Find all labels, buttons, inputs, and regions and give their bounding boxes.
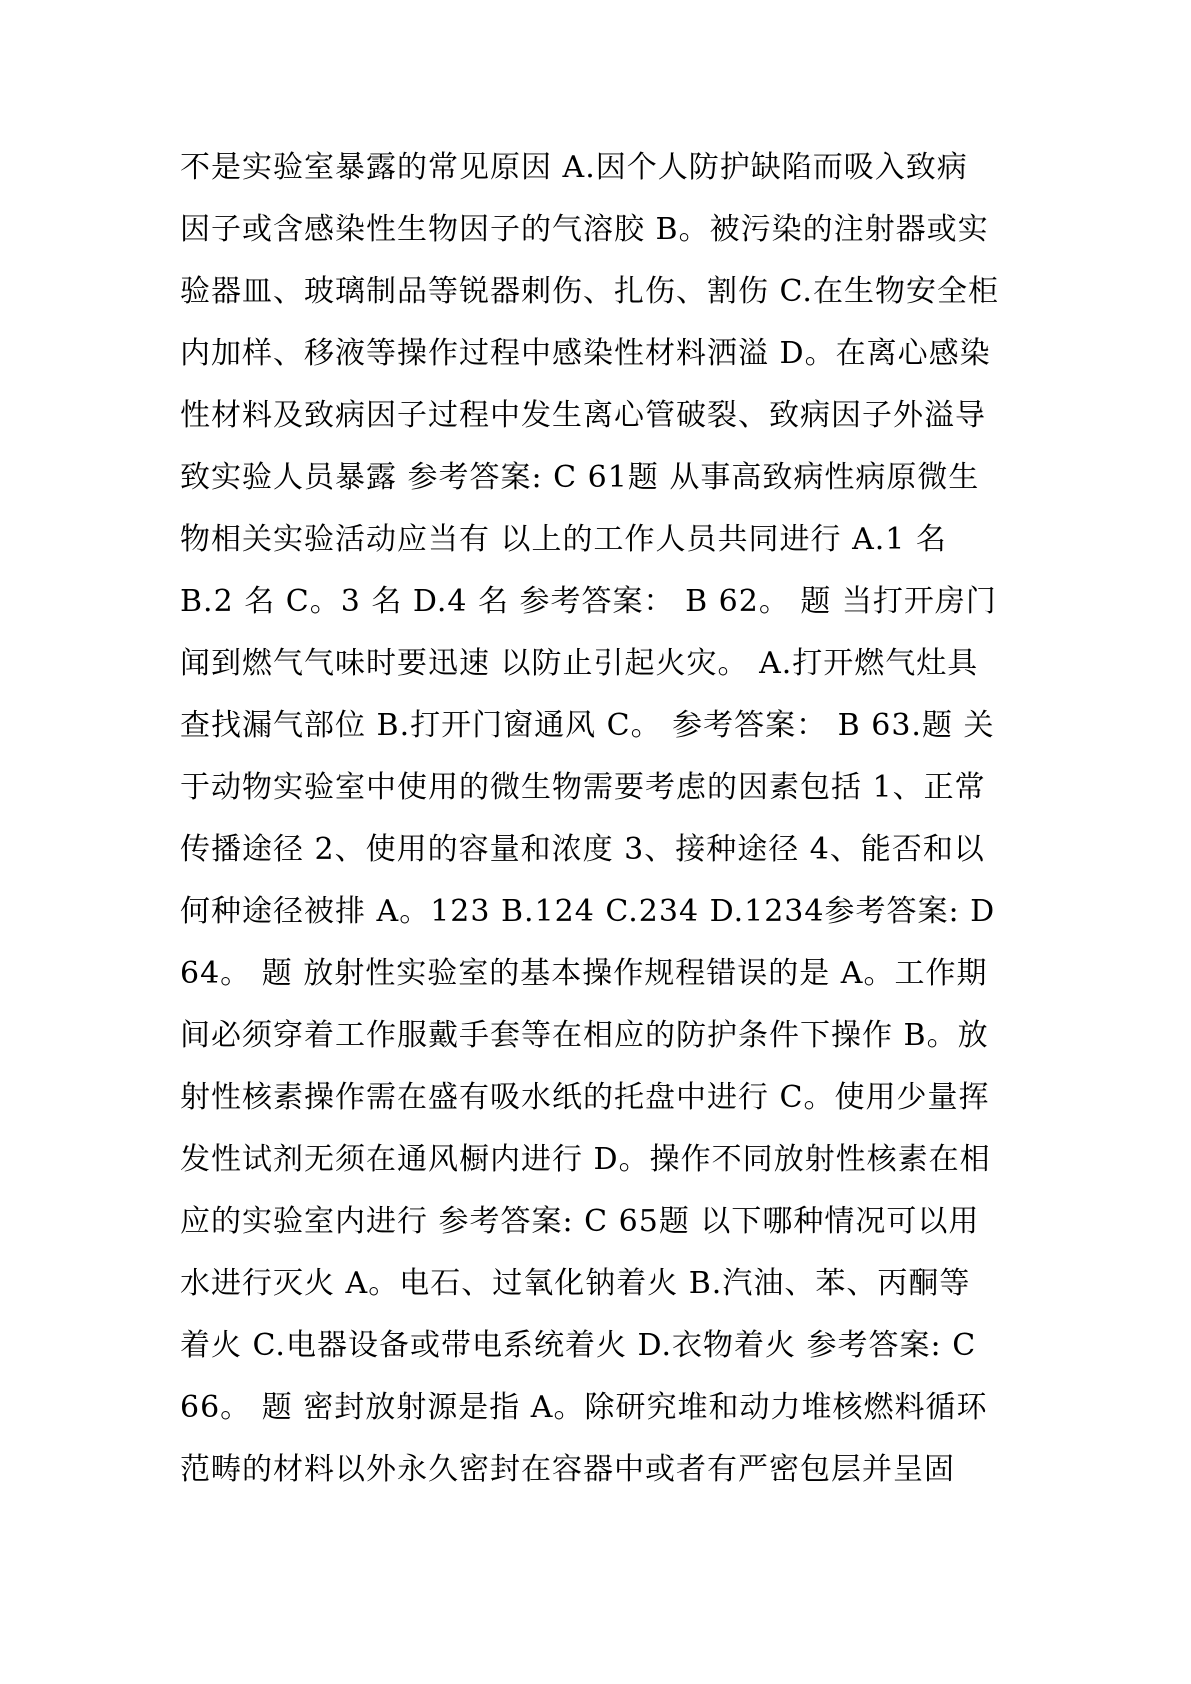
text-line: 射性核素操作需在盛有吸水纸的托盘中进行 C。使用少量挥 [180, 1080, 990, 1115]
text-line: 发性试剂无须在通风橱内进行 D。操作不同放射性核素在相 [180, 1142, 991, 1177]
text-line: 应的实验室内进行 参考答案: C 65题 以下哪种情况可以用 [180, 1204, 980, 1239]
text-line: 于动物实验室中使用的微生物需要考虑的因素包括 1、正常 [180, 770, 986, 805]
text-line: 何种途径被排 A。123 B.124 C.234 D.1234参考答案: D [180, 894, 996, 929]
text-line: 闻到燃气气味时要迅速 以防止引起火灾。 A.打开燃气灶具 [180, 646, 979, 681]
text-line: 不是实验室暴露的常见原因 A.因个人防护缺陷而吸入致病 [180, 150, 968, 185]
text-line: 着火 C.电器设备或带电系统着火 D.衣物着火 参考答案: C [180, 1328, 977, 1363]
text-line: 范畴的材料以外永久密封在容器中或者有严密包层并呈固 [180, 1452, 955, 1487]
text-line: 传播途径 2、使用的容量和浓度 3、接种途径 4、能否和以 [180, 832, 985, 867]
text-line: 水进行灭火 A。电石、过氧化钠着火 B.汽油、苯、丙酮等 [180, 1266, 971, 1301]
body-text [180, 137, 1010, 1501]
text-line: 物相关实验活动应当有 以上的工作人员共同进行 A.1 名 [180, 522, 947, 557]
text-line: 验器皿、玻璃制品等锐器刺伤、扎伤、割伤 C.在生物安全柜 [180, 274, 999, 309]
text-line: 因子或含感染性生物因子的气溶胶 B。被污染的注射器或实 [180, 212, 989, 247]
text-line: 66。 题 密封放射源是指 A。除研究堆和动力堆核燃料循环 [180, 1390, 988, 1425]
text-line: 致实验人员暴露 参考答案: C 61题 从事高致病性病原微生 [180, 460, 980, 495]
text-line: 查找漏气部位 B.打开门窗通风 C。 参考答案： B 63.题 关 [180, 708, 995, 743]
text-line: 64。 题 放射性实验室的基本操作规程错误的是 A。工作期 [180, 956, 988, 991]
text-line: 内加样、移液等操作过程中感染性材料洒溢 D。在离心感染 [180, 336, 991, 371]
text-line: B.2 名 C。3 名 D.4 名 参考答案： B 62。 题 当打开房门 [180, 584, 997, 619]
text-line: 性材料及致病因子过程中发生离心管破裂、致病因子外溢导 [180, 398, 986, 433]
text-line: 间必须穿着工作服戴手套等在相应的防护条件下操作 B。放 [180, 1018, 989, 1053]
